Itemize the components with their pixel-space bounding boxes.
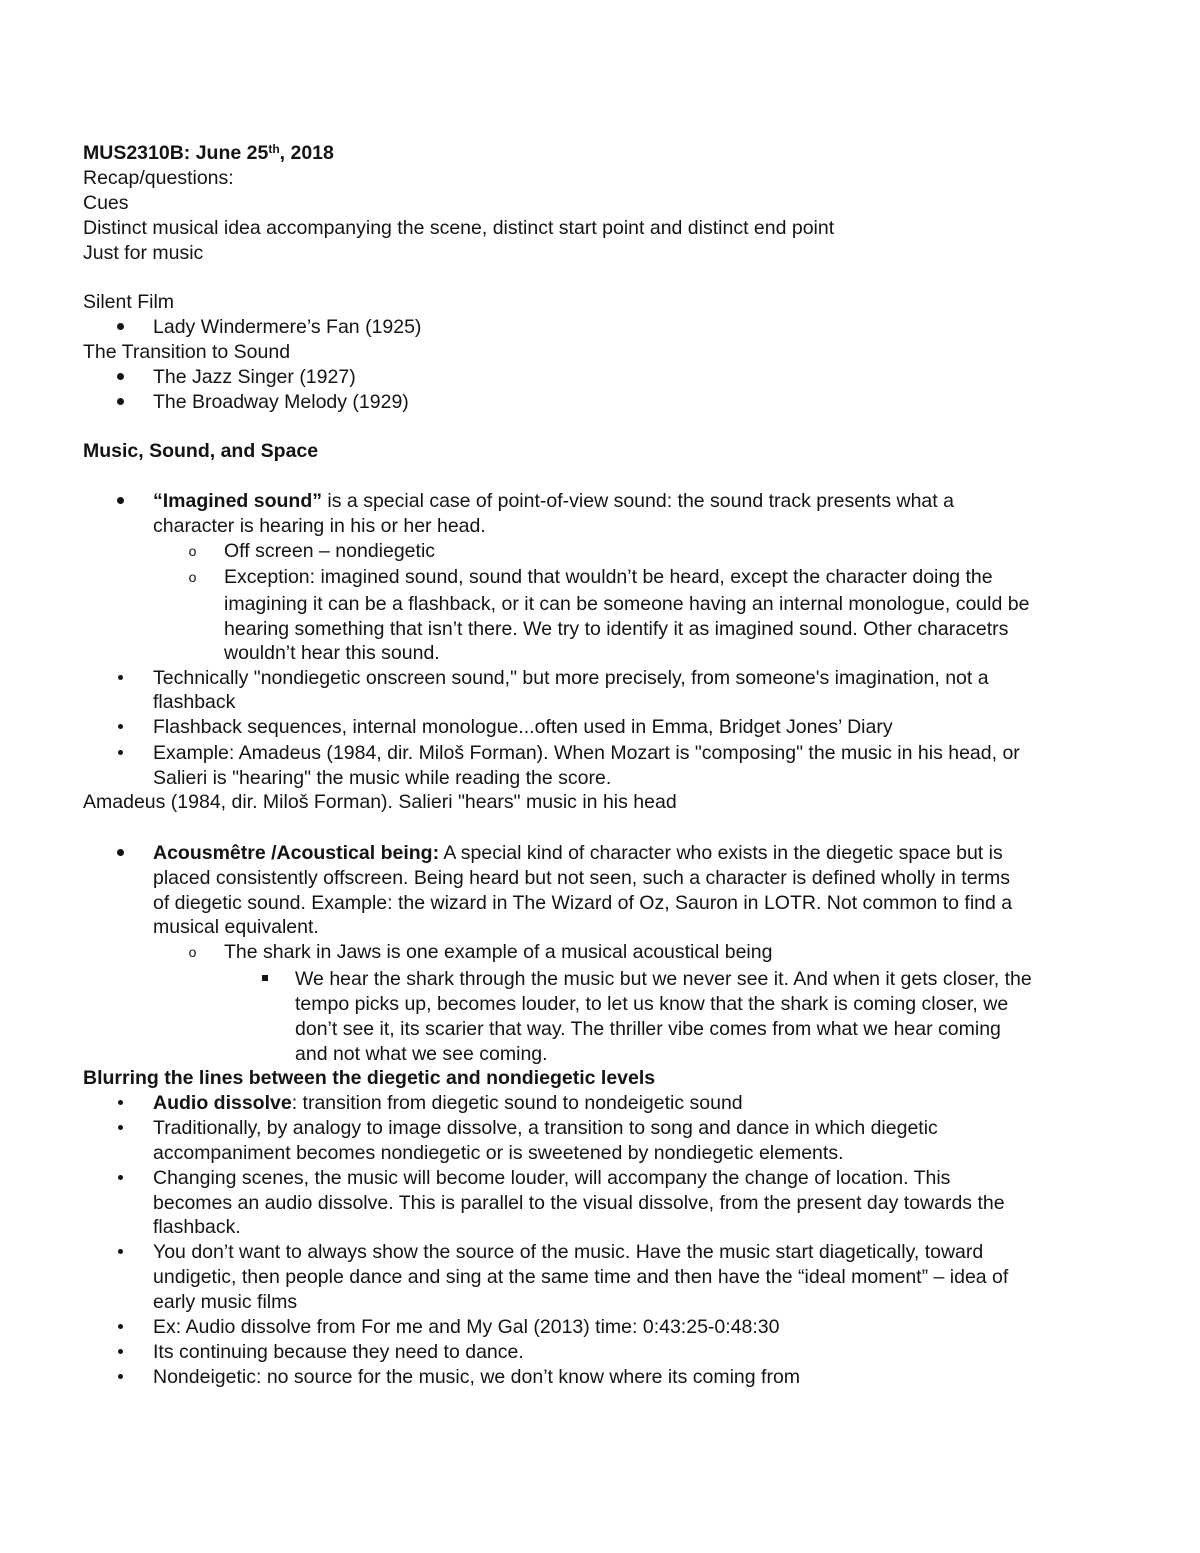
sub-sub-continuation: don’t see it, its scarier that way. The thriller vibe comes from what we hear coming	[295, 1018, 1001, 1040]
list-item-continuation: flashback	[153, 691, 236, 713]
silent-film-heading: Silent Film	[83, 291, 175, 313]
body-line: Amadeus (1984, dir. Miloš Forman). Salieri "hears" music in his head	[83, 791, 677, 813]
sub-list-continuation: imagining it can be a flashback, or it can be someone having an internal monologue, could be	[224, 593, 1030, 615]
square-bullet-icon	[252, 967, 277, 992]
bullet-icon	[108, 1116, 133, 1141]
page-title: MUS2310B: June 25th, 2018	[83, 142, 334, 164]
sub-list-continuation: hearing something that isn’t there. We try to identify it as imagined sound. Other characetrs	[224, 618, 1009, 640]
list-item-continuation: Salieri is "hearing" the music while reading the score.	[153, 767, 612, 789]
list-item-continuation: becomes an audio dissolve. This is parallel to the visual dissolve, from the present day towards the	[153, 1192, 1005, 1214]
bullet-icon	[108, 1166, 133, 1191]
circle-bullet-icon: o	[188, 543, 197, 559]
intro-line: Just for music	[83, 242, 204, 264]
circle-bullet-icon: o	[188, 569, 197, 585]
bullet-icon	[108, 841, 133, 866]
sub-sub-continuation: tempo picks up, becomes louder, to let us know that the shark is coming closer, we	[295, 993, 1009, 1015]
intro-line: Recap/questions:	[83, 167, 234, 189]
bullet-icon	[108, 666, 133, 691]
transition-heading: The Transition to Sound	[83, 341, 291, 363]
list-item-continuation: early music films	[153, 1291, 298, 1313]
section-heading: Blurring the lines between the diegetic and nondiegetic levels	[83, 1067, 656, 1089]
list-item-continuation: musical equivalent.	[153, 916, 319, 938]
section-heading: Music, Sound, and Space	[83, 440, 319, 462]
document-page: MUS2310B: June 25th, 2018 Recap/questions: Cues Distinct musical idea accompanying the scene, distinct start point and distinct end point Just for music Silent Film Lady Windermere’s Fan (1925) The Transition to Sound The Jazz Singer (1927) The Broadway Melody (1929) Music, Sound, and Space “Imagined sound” is a special case of point-of-view sound: the sound track presents what a character is hearing in his or her head. o Off screen – nondiegetic o Exception: imagined sound, sound that wouldn’t be heard, except the character doing the imagining it can be a flashback, or it can be someone having an internal monologue, could be hearing something that isn’t there. We try to identify it as imagined sound. Other characetrs wouldn’t hear this sound. Technically "nondiegetic onscreen sound," but more precisely, from someone's imagination, not a flashback Flashback sequences, internal monologue...often used in Emma, Bridget Jones’ Diary Example: Amadeus (1984, dir. Miloš Forman). When Mozart is "composing" the music in his head, or Salieri is "hearing" the music while reading the score. Amadeus (1984, dir. Miloš Forman). Salieri "hears" music in his head Acousmêtre /Acoustical being: A special kind of character who exists in the diegetic space but is placed consistently offscreen. Being heard but not seen, such a character is defined wholly in terms of diegetic sound. Example: the wizard in The Wizard of Oz, Sauron in LOTR. Not common to find a musical equivalent. o The shark in Jaws is one example of a musical acoustical being We hear the shark through the music but we never see it. And when it gets closer, the tempo picks up, becomes louder, to let us know that the shark is coming closer, we don’t see it, its scarier that way. The thriller vibe comes from what we hear coming and not what we see coming. Blurring the lines between the diegetic and nondiegetic levels Audio dissolve: transition from diegetic sound to nondeigetic sound Traditionally, by analogy to image dissolve, a transition to song and dance in which diegetic accompaniment becomes nondiegetic or is sweetened by nondiegetic elements. Changing scenes, the music will become louder, will accompany the change of location. This becomes an audio dissolve. This is parallel to the visual dissolve, from the present day towards the flashback. You don’t want to always show the source of the music. Have the music start diagetically, toward undigetic, then people dance and sing at the same time and then have the “ideal moment” – idea of early music films Ex: Audio dissolve from For me and My Gal (2013) time: 0:43:25-0:48:30 Its continuing because they need to dance. Nondeigetic: no source for the music, we don’t know where its coming from	[83, 142, 1032, 1388]
bullet-icon	[108, 1240, 133, 1265]
sub-list-continuation: wouldn’t hear this sound.	[224, 642, 440, 664]
bullet-icon	[108, 1340, 133, 1365]
intro-line: Distinct musical idea accompanying the scene, distinct start point and distinct end point	[83, 217, 835, 239]
bullet-icon	[108, 315, 133, 340]
bullet-icon	[108, 715, 133, 740]
list-item-continuation: undigetic, then people dance and sing at the same time and then have the “ideal moment” – idea of	[153, 1266, 1009, 1288]
list-item-continuation: of diegetic sound. Example: the wizard in The Wizard of Oz, Sauron in LOTR. Not common to find a	[153, 892, 1013, 914]
circle-bullet-icon: o	[188, 944, 197, 960]
bullet-icon	[108, 1091, 133, 1116]
bullet-icon	[108, 741, 133, 766]
sub-sub-continuation: and not what we see coming.	[295, 1043, 548, 1065]
list-item-continuation: accompaniment becomes nondiegetic or is sweetened by nondiegetic elements.	[153, 1142, 844, 1164]
bullet-icon	[108, 1365, 133, 1390]
bullet-icon	[108, 1315, 133, 1340]
bullet-icon	[108, 365, 133, 390]
list-item-continuation: flashback.	[153, 1216, 241, 1238]
list-item-continuation: placed consistently offscreen. Being heard but not seen, such a character is defined wholly in terms	[153, 867, 1011, 889]
bullet-icon	[108, 489, 133, 514]
bullet-icon	[108, 390, 133, 415]
list-item-continuation: character is hearing in his or her head.	[153, 515, 486, 537]
intro-line: Cues	[83, 192, 129, 214]
